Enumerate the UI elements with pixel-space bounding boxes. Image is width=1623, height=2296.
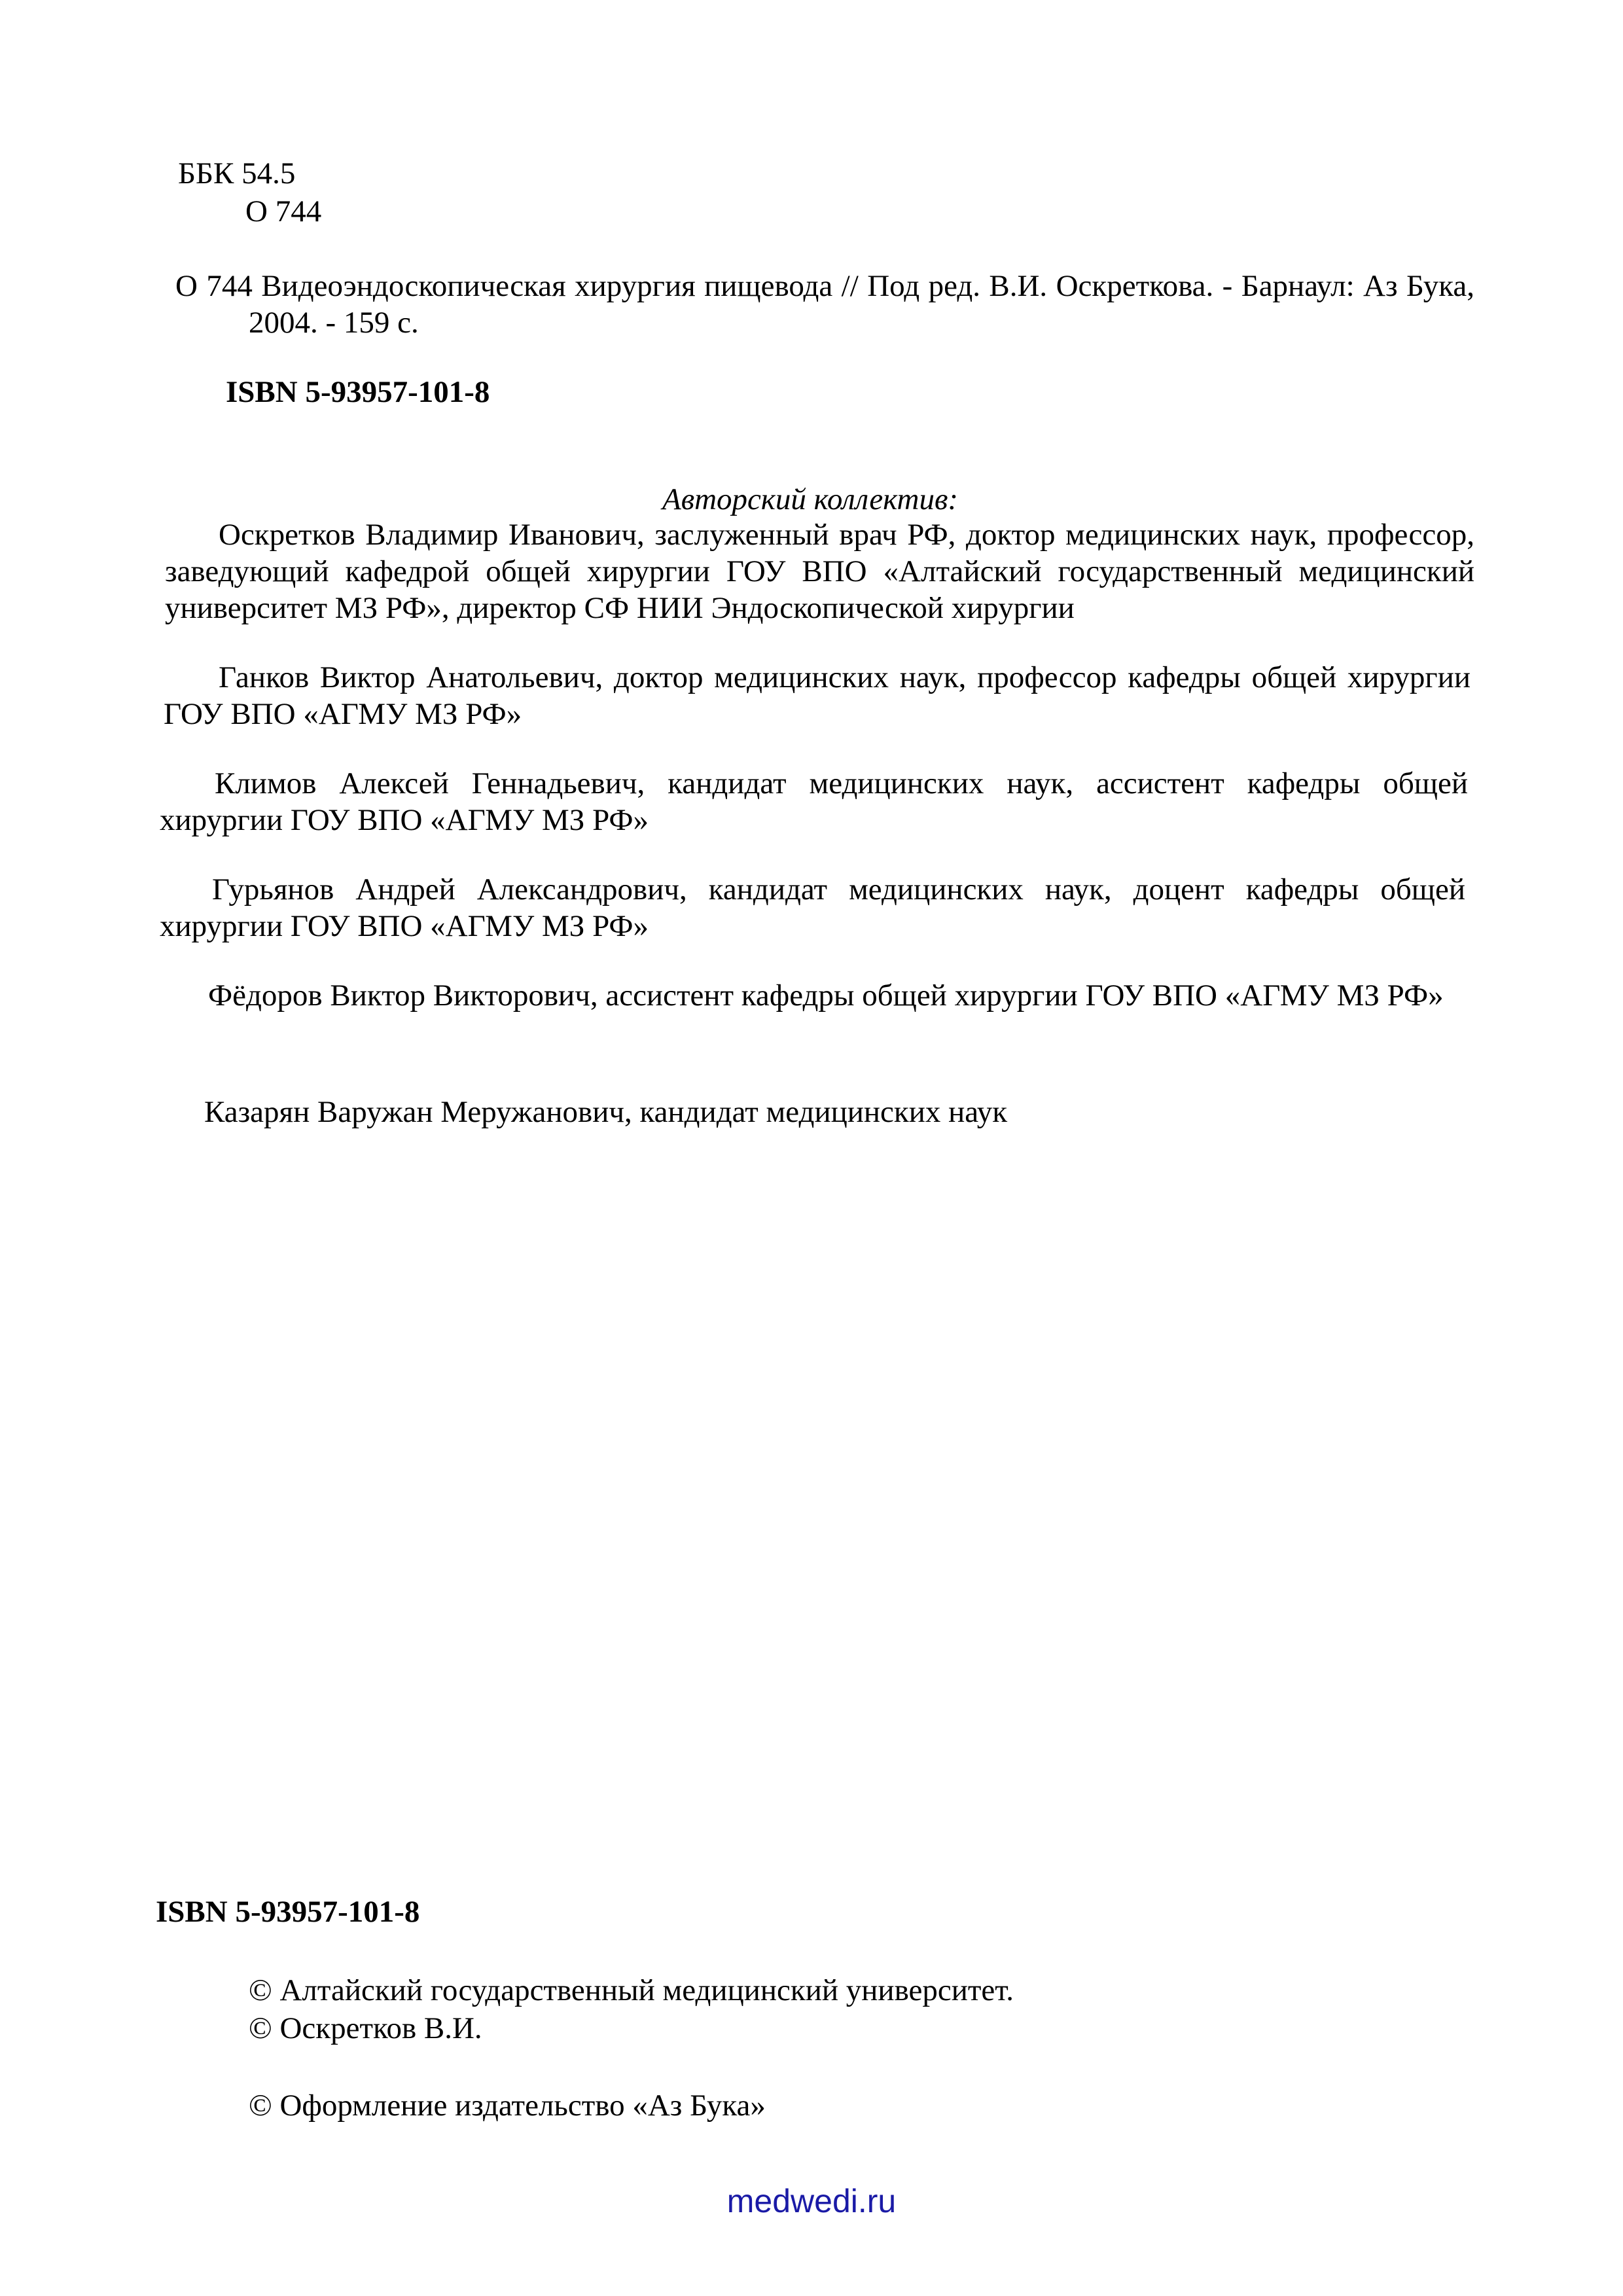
copyright-author: © Оскретков В.И. [249, 2011, 482, 2045]
author-item-5: Фёдоров Виктор Викторович, ассистент кафедры общей хирургии ГОУ ВПО «АГМУ МЗ РФ» [208, 978, 1444, 1013]
copyright-university: © Алтайский государственный медицинский университет. [249, 1973, 1014, 2007]
author-item-2: Ганков Виктор Анатольевич, доктор медицинских наук, профессор кафедры общей хирургии ГОУ ВПО «АГМУ МЗ РФ» [164, 660, 1471, 731]
authors-heading: Авторский коллектив: [662, 482, 959, 516]
author-item-3: Климов Алексей Геннадьевич, кандидат медицинских наук, ассистент кафедры общей хирургии ГОУ ВПО «АГМУ МЗ РФ» [160, 766, 1468, 837]
bbk-code: ББК 54.5 [178, 156, 296, 190]
isbn-top: ISBN 5-93957-101-8 [226, 375, 490, 409]
author-item-1: Оскретков Владимир Иванович, заслуженный врач РФ, доктор медицинских наук, профессор, заведующий кафедрой общей хирургии ГОУ ВПО «Алтайский государственный медицинский университет МЗ РФ», директор СФ НИИ Эндоскопической хирургии [165, 518, 1474, 625]
isbn-bottom: ISBN 5-93957-101-8 [156, 1895, 420, 1929]
author-item-6: Казарян Варужан Меружанович, кандидат медицинских наук [204, 1095, 1008, 1129]
author-item-4: Гурьянов Андрей Александрович, кандидат медицинских наук, доцент кафедры общей хирургии ГОУ ВПО «АГМУ МЗ РФ» [160, 872, 1465, 943]
copyright-design: © Оформление издательство «Аз Бука» [249, 2089, 766, 2123]
author-mark: О 744 [245, 194, 322, 228]
bibliographic-entry: О 744 Видеоэндоскопическая хирургия пищевода // Под ред. В.И. Оскреткова. - Барнаул: Аз Бука, 2004. - 159 с. [175, 269, 1474, 340]
watermark-link[interactable]: medwedi.ru [726, 2183, 897, 2219]
